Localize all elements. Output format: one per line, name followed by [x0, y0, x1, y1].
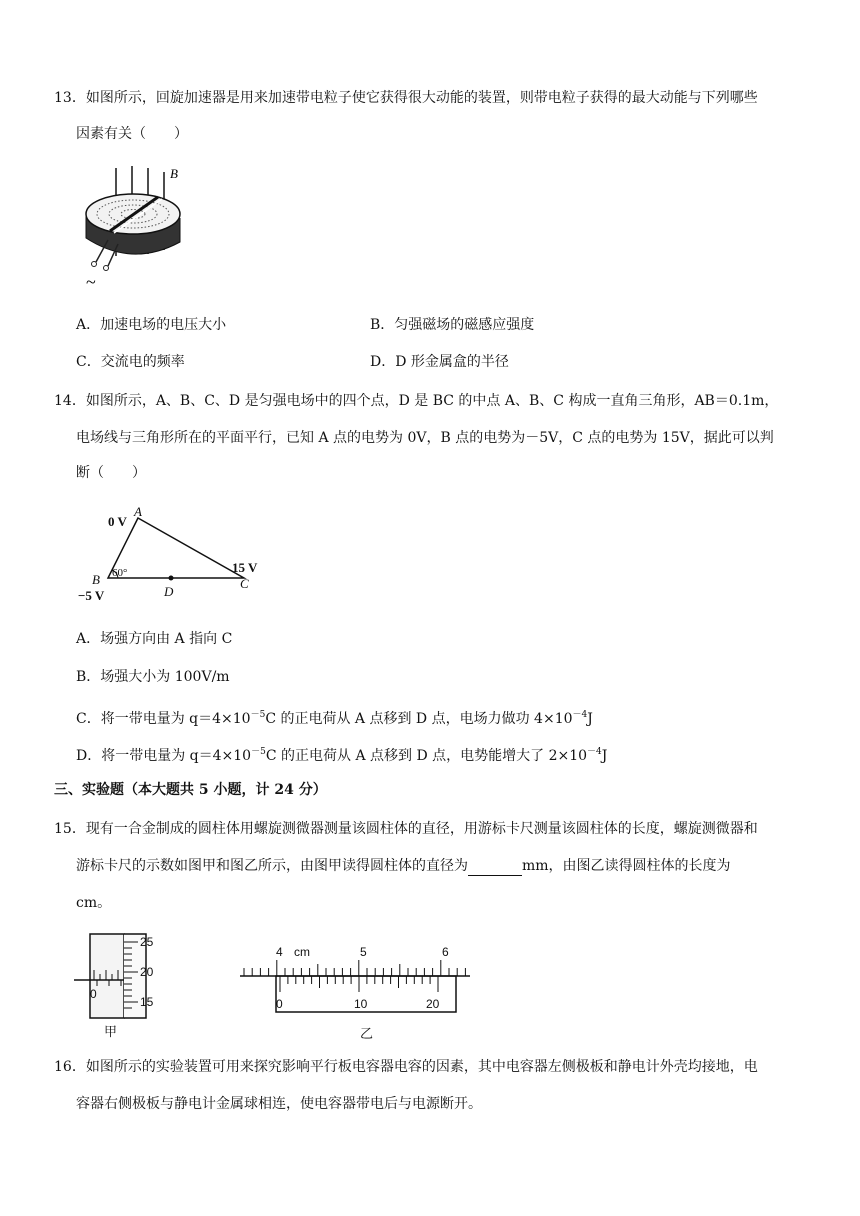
q16-stem-line2: 容器右侧极板与静电计金属球相连，使电容器带电后与电源断开。	[76, 1096, 482, 1112]
point-b-label: B	[92, 572, 100, 587]
vernier-label-0: 0	[276, 997, 283, 1011]
q13-stem-line1: 13．如图所示，回旋加速器是用来加速带电粒子使它获得很大动能的装置，则带电粒子获得的最大动能与下列哪些	[54, 90, 758, 106]
main-label-6: 6	[442, 945, 449, 959]
point-a-label: A	[134, 504, 142, 519]
q14-option-b: B．场强大小为 100V/m	[76, 669, 230, 685]
vernier-label-20: 20	[426, 997, 440, 1011]
vernier-label-10: 10	[354, 997, 368, 1011]
point-a-potential: 0 V	[108, 514, 127, 529]
q14-stem-line2: 电场线与三角形所在的平面平行，已知 A 点的电势为 0V，B 点的电势为－5V，C 点的电势为 15V，据此可以判	[76, 430, 774, 446]
main-label-4: 4	[276, 945, 283, 959]
q16-stem-line1: 16．如图所示的实验装置可用来探究影响平行板电容器电容的因素，其中电容器左侧极板和静电计外壳均接地，电	[54, 1059, 758, 1075]
q14-stem-line3: 断（ ）	[76, 465, 146, 481]
q14-option-a: A．场强方向由 A 指向 C	[76, 631, 233, 647]
micrometer-figure	[74, 928, 174, 1044]
point-c-label: C	[240, 576, 249, 591]
cyclotron-figure	[78, 164, 188, 290]
q13-option-a: A．加速电场的电压大小	[76, 317, 227, 333]
section-heading: 三、实验题（本大题共 5 小题，计 24 分）	[54, 782, 327, 798]
sleeve-zero: 0	[90, 987, 97, 1001]
q13-stem-line2: 因素有关（ ）	[76, 126, 188, 142]
answer-blank[interactable]	[468, 859, 522, 876]
triangle-figure	[74, 502, 274, 606]
q15-stem-line1: 15．现有一合金制成的圆柱体用螺旋测微器测量该圆柱体的直径，用游标卡尺测量该圆柱体的长度，螺旋测微器和	[54, 821, 758, 837]
thimble-label-25: 25	[140, 935, 154, 949]
main-label-unit: cm	[294, 945, 310, 959]
caliper-figure	[236, 940, 476, 1046]
q14-stem-line1: 14．如图所示，A、B、C、D 是匀强电场中的四个点，D 是 BC 的中点 A、B、C 构成一直角三角形，AB＝0.1m，	[54, 393, 779, 409]
main-label-5: 5	[360, 945, 367, 959]
q14-option-c: C．将一带电量为 $q=4\times 10^{-5}C$ 的正电荷从 A 点移到 D 点，电场力做功 $4\times 10^{-4}J$	[76, 710, 593, 727]
q13-option-c: C．交流电的频率	[76, 354, 185, 370]
point-b-potential: −5 V	[78, 588, 105, 603]
caption-yi: 乙	[360, 1027, 374, 1042]
q13-option-b: B．匀强磁场的磁感应强度	[370, 317, 535, 333]
caption-jia: 甲	[104, 1025, 118, 1040]
thimble-label-15: 15	[140, 995, 154, 1009]
point-d-label: D	[164, 584, 174, 599]
q13-option-d: D．D 形金属盒的半径	[370, 354, 509, 370]
angle-label: 60°	[112, 567, 128, 579]
cyclotron-label-b: B	[170, 166, 178, 181]
q15-stem-line2: 游标卡尺的示数如图甲和图乙所示，由图甲读得圆柱体的直径为 mm，由图乙读得圆柱体的长度为	[76, 858, 731, 874]
q15-stem-line3: cm。	[76, 895, 112, 911]
point-c-potential: 15 V	[232, 560, 258, 575]
ac-source-symbol: ~	[86, 272, 96, 290]
thimble-label-20: 20	[140, 965, 154, 979]
q14-option-d: D．将一带电量为 $q=4\times 10^{-5}C$ 的正电荷从 A 点移到 D 点，电势能增大了 $2\times 10^{-4}J$	[76, 747, 608, 764]
